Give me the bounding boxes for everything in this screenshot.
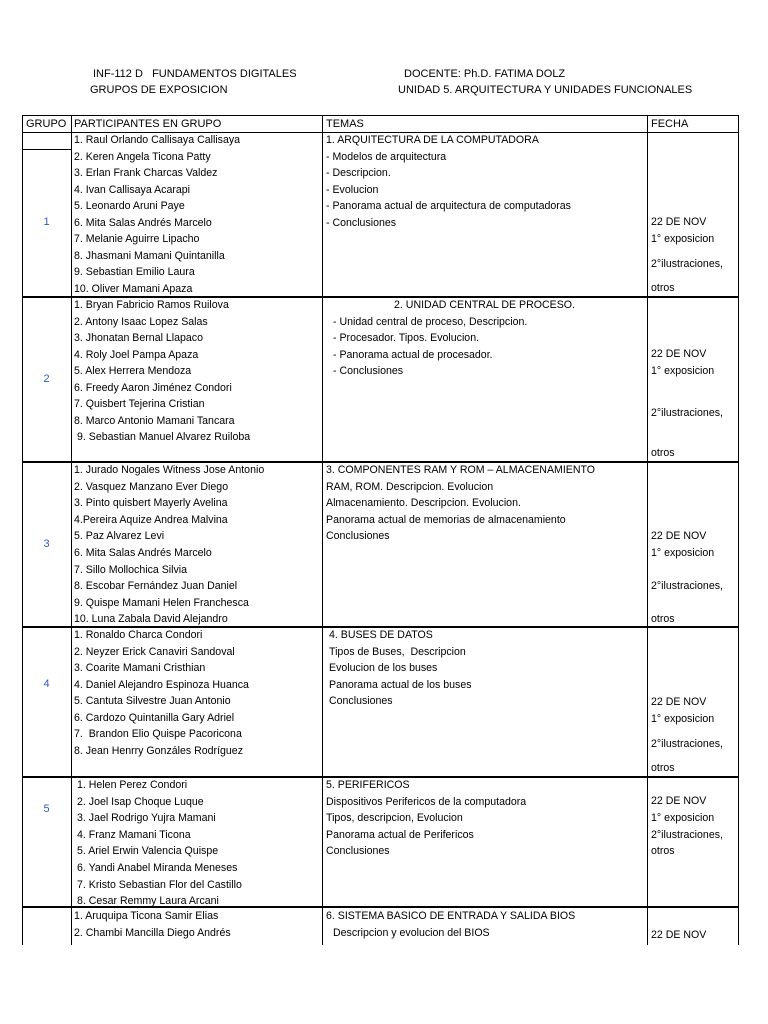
- group-number: 2: [43, 373, 50, 385]
- participant-name: 9. Sebastian Manuel Alvarez Ruiloba: [77, 431, 251, 443]
- unit-title: UNIDAD 5. ARQUITECTURA Y UNIDADES FUNCIONALES: [398, 84, 693, 96]
- participant-name: 5. Cantuta Silvestre Juan Antonio: [74, 695, 231, 707]
- topic-item: Descripcion y evolucion del BIOS: [333, 926, 490, 939]
- date-text: 1° exposicion: [651, 812, 715, 824]
- participant-name: 1. Helen Perez Condori: [77, 779, 188, 791]
- topic-item: Conclusiones: [326, 530, 390, 542]
- teacher-name: DOCENTE: Ph.D. FATIMA DOLZ: [404, 68, 566, 80]
- table-rule: [322, 115, 323, 945]
- participant-name: 5. Alex Herrera Mendoza: [74, 365, 192, 377]
- topic-title: 5. PERIFERICOS: [326, 779, 410, 791]
- participant-name: 10. Luna Zabala David Alejandro: [74, 613, 228, 626]
- table-rule: [22, 149, 71, 150]
- participant-name: 10. Oliver Mamani Apaza: [74, 282, 193, 295]
- topic-item: - Conclusiones: [333, 365, 404, 377]
- participant-name: 4. Daniel Alejandro Espinoza Huanca: [74, 678, 249, 691]
- participant-name: 1. Raul Orlando Callisaya Callisaya: [74, 134, 241, 146]
- date-text: 2°ilustraciones,: [651, 738, 723, 750]
- course-title: INF-112 D FUNDAMENTOS DIGITALES: [93, 68, 297, 80]
- date-text: 22 DE NOV: [651, 216, 707, 228]
- participant-name: 4. Roly Joel Pampa Apaza: [74, 348, 199, 361]
- participant-name: 2. Joel Isap Choque Luque: [77, 795, 204, 808]
- participant-name: 3. Jael Rodrigo Yujra Mamani: [77, 812, 216, 825]
- topic-item: - Panorama actual de arquitectura de computadoras: [326, 200, 571, 212]
- table-rule: [738, 115, 739, 945]
- participant-name: 1. Ronaldo Charca Condori: [74, 629, 203, 641]
- topic-item: Panorama actual de los buses: [329, 678, 472, 691]
- date-text: 22 DE NOV: [651, 696, 707, 708]
- topic-title: 6. SISTEMA BASICO DE ENTRADA Y SALIDA BIOS: [326, 910, 576, 922]
- participant-name: 4. Ivan Callisaya Acarapi: [74, 183, 191, 196]
- group-number: 3: [43, 538, 50, 550]
- participant-name: 2. Antony Isaac Lopez Salas: [74, 315, 208, 328]
- table-rule: [22, 461, 739, 463]
- table-rule: [22, 776, 739, 778]
- participant-name: 8. Jean Henrry Gonzáles Rodríguez: [74, 744, 243, 757]
- participant-name: 2. Chambi Mancilla Diego Andrés: [74, 927, 231, 939]
- participant-name: 2. Neyzer Erick Canaviri Sandoval: [74, 645, 235, 658]
- participant-name: 7. Sillo Mollochica Silvia: [74, 563, 188, 576]
- participant-name: 1. Bryan Fabricio Ramos Ruilova: [74, 299, 229, 311]
- topic-item: - Procesador. Tipos. Evolucion.: [333, 332, 480, 344]
- column-header-fecha: FECHA: [651, 118, 689, 130]
- group-number: 5: [43, 803, 50, 815]
- participant-name: 7. Kristo Sebastian Flor del Castillo: [77, 878, 242, 891]
- group-number: 4: [43, 678, 50, 690]
- topic-item: Tipos de Buses, Descripcion: [329, 645, 466, 658]
- participant-name: 1. Jurado Nogales Witness Jose Antonio: [74, 464, 265, 476]
- date-text: 1° exposicion: [651, 713, 715, 725]
- topic-title: 2. UNIDAD CENTRAL DE PROCESO.: [394, 299, 575, 311]
- table-rule: [22, 296, 739, 298]
- topic-item: - Evolucion: [326, 183, 379, 196]
- topic-title: 1. ARQUITECTURA DE LA COMPUTADORA: [326, 134, 539, 146]
- date-text: otros: [651, 762, 675, 774]
- table-rule: [22, 115, 23, 945]
- participant-name: 2. Vasquez Manzano Ever Diego: [74, 480, 229, 493]
- date-text: 22 DE NOV: [651, 929, 707, 941]
- table-rule: [22, 115, 739, 116]
- date-text: 22 DE NOV: [651, 348, 707, 360]
- group-number: 1: [43, 216, 50, 228]
- topic-item: Panorama actual de memorias de almacenamiento: [326, 513, 566, 526]
- topic-item: Panorama actual de Perifericos: [326, 828, 474, 841]
- topic-item: - Modelos de arquitectura: [326, 150, 447, 163]
- participant-name: 6. Mita Salas Andrés Marcelo: [74, 216, 212, 229]
- participant-name: 5. Leonardo Aruni Paye: [74, 200, 185, 212]
- topic-item: Tipos, descripcion, Evolucion: [326, 812, 463, 824]
- participant-name: 8. Cesar Remmy Laura Arcani: [77, 895, 219, 908]
- topic-item: Conclusiones: [326, 845, 390, 857]
- date-text: otros: [651, 447, 675, 459]
- participant-name: 7. Melanie Aguirre Lipacho: [74, 233, 200, 245]
- participant-name: 5. Ariel Erwin Valencia Quispe: [77, 845, 219, 858]
- column-header-participantes: PARTICIPANTES EN GRUPO: [74, 118, 222, 130]
- participant-name: 4.Pereira Aquize Andrea Malvina: [74, 513, 228, 526]
- topic-title: 4. BUSES DE DATOS: [329, 629, 433, 641]
- date-text: otros: [651, 845, 675, 857]
- table-rule: [22, 132, 739, 133]
- participant-name: 9. Quispe Mamani Helen Franchesca: [74, 596, 249, 609]
- date-text: 2°ilustraciones,: [651, 258, 723, 270]
- participant-name: 2. Keren Angela Ticona Patty: [74, 150, 211, 163]
- document-subtitle: GRUPOS DE EXPOSICION: [90, 84, 228, 96]
- date-text: 22 DE NOV: [651, 795, 707, 807]
- date-text: 2°ilustraciones,: [651, 829, 723, 841]
- topic-item: Conclusiones: [329, 695, 393, 707]
- date-text: otros: [651, 613, 675, 625]
- participant-name: 8. Marco Antonio Mamani Tancara: [74, 414, 235, 427]
- topic-item: Almacenamiento. Descripcion. Evolucion.: [326, 497, 521, 509]
- topic-item: - Panorama actual de procesador.: [333, 348, 493, 361]
- date-text: otros: [651, 282, 675, 294]
- participant-name: 8. Escobar Fernández Juan Daniel: [74, 580, 238, 593]
- participant-name: 3. Coarite Mamani Cristhian: [74, 662, 206, 674]
- date-text: 1° exposicion: [651, 233, 715, 245]
- date-text: 2°ilustraciones,: [651, 580, 723, 592]
- table-rule: [71, 115, 72, 945]
- participant-name: 3. Erlan Frank Charcas Valdez: [74, 167, 218, 179]
- participant-name: 7. Brandon Elio Quispe Pacoricona: [74, 728, 242, 740]
- topic-item: - Descripcion.: [326, 167, 391, 179]
- date-text: 1° exposicion: [651, 547, 715, 559]
- participant-name: 1. Aruquipa Ticona Samir Elias: [74, 910, 219, 922]
- topic-item: - Unidad central de proceso, Descripcion.: [333, 315, 528, 328]
- participant-name: 9. Sebastian Emilio Laura: [74, 266, 195, 278]
- table-rule: [647, 115, 648, 945]
- topic-item: Evolucion de los buses: [329, 662, 438, 674]
- date-text: 22 DE NOV: [651, 530, 707, 542]
- column-header-temas: TEMAS: [326, 118, 364, 130]
- participant-name: 4. Franz Mamani Ticona: [77, 828, 191, 841]
- date-text: 2°ilustraciones,: [651, 407, 723, 419]
- participant-name: 6. Cardozo Quintanilla Gary Adriel: [74, 711, 235, 724]
- participant-name: 7. Quisbert Tejerina Cristian: [74, 398, 205, 410]
- topic-item: - Conclusiones: [326, 216, 397, 229]
- topic-item: RAM, ROM. Descripcion. Evolucion: [326, 480, 494, 493]
- participant-name: 6. Freedy Aaron Jiménez Condori: [74, 381, 232, 394]
- column-header-grupo: GRUPO: [26, 118, 67, 130]
- topic-title: 3. COMPONENTES RAM Y ROM – ALMACENAMIENTO: [326, 464, 596, 476]
- topic-item: Dispositivos Perifericos de la computadora: [326, 795, 527, 808]
- participant-name: 6. Yandi Anabel Miranda Meneses: [77, 862, 238, 874]
- participant-name: 5. Paz Alvarez Levi: [74, 530, 165, 543]
- date-text: 1° exposicion: [651, 365, 715, 377]
- participant-name: 3. Jhonatan Bernal Llapaco: [74, 332, 203, 344]
- participant-name: 6. Mita Salas Andrés Marcelo: [74, 547, 212, 559]
- participant-name: 8. Jhasmani Mamani Quintanilla: [74, 249, 225, 262]
- participant-name: 3. Pinto quisbert Mayerly Avelina: [74, 497, 228, 510]
